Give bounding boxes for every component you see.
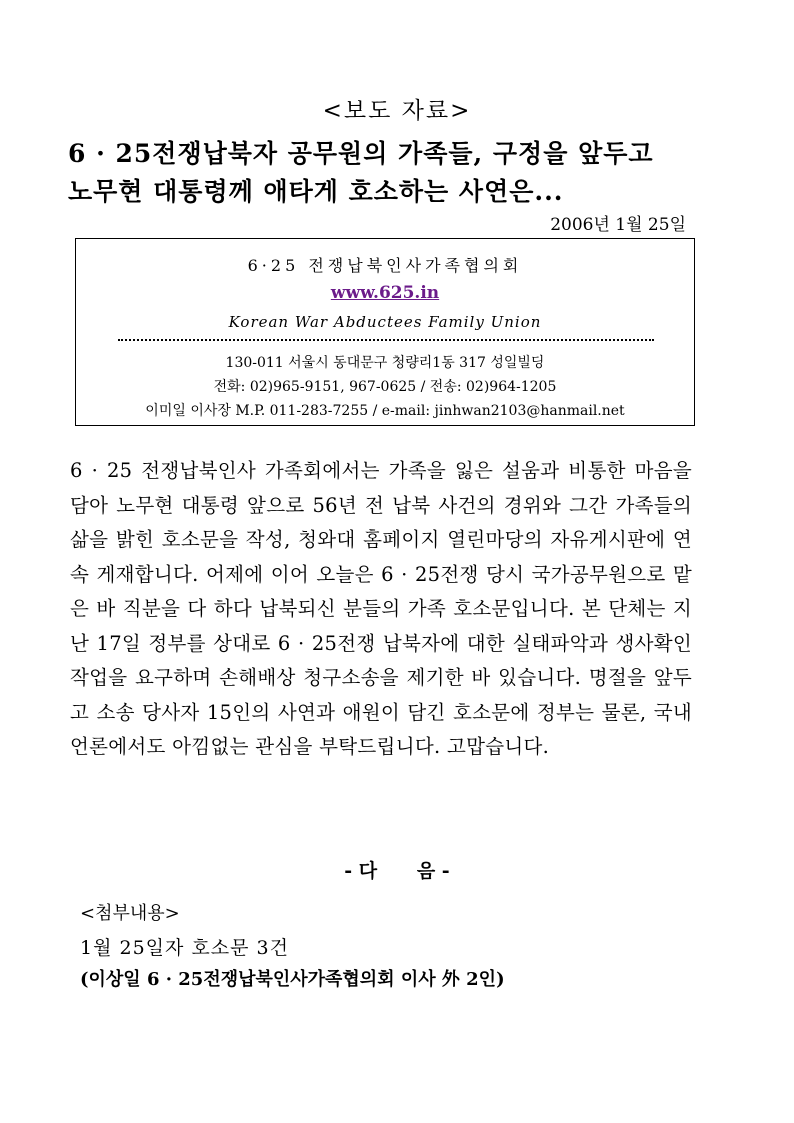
headline-line-1: 6 · 25전쟁납북자 공무원의 가족들, 구정을 앞두고	[68, 139, 654, 168]
organization-english-name: Korean War Abductees Family Union	[228, 313, 542, 331]
body-paragraph: 6 · 25 전쟁납북인사 가족회에서는 가족을 잃은 설움과 비통한 마음을 담아 노무현 대통령 앞으로 56년 전 납북 사건의 경위와 그간 가족들의 삶을 밝힌 호소문을 작성, 청와대 홈페이지 열린마당의 자유게시판에 연속 게재합니다. 어제에 이어 오늘은 6 · 25전쟁 당시 국가공무원으로 맡은 바 직분을 다 하다 납북되신 분들의 가족 호소문입니다. 본 단체는 지난 17일 정부를 상대로 6 · 25전쟁 납북자에 대한 실태파악과 생사확인 작업을 요구하며 손해배상 청구소송을 제기한 바 있습니다. 명절을 앞두고 소송 당사자 15인의 사연과 애원이 담긴 호소문에 정부는 물론, 국내 언론에서도 아낌없는 관심을 부탁드립니다. 고맙습니다.	[70, 459, 692, 758]
headline-line-2: 노무현 대통령께 애타게 호소하는 사연은...	[68, 177, 564, 206]
organization-info-box	[75, 238, 695, 426]
document-type-title: <보도 자료>	[322, 98, 472, 124]
organization-website-link[interactable]: www.625.in	[330, 283, 440, 303]
attachment-note: (이상일 6 · 25전쟁납북인사가족협의회 이사 外 2인)	[80, 969, 505, 990]
organization-address: 130-011 서울시 동대문구 청량리1동 317 성일빌딩	[225, 355, 545, 371]
section-separator: - 다 음 -	[344, 860, 450, 882]
attachment-item: 1월 25일자 호소문 3건	[80, 937, 289, 959]
dotted-divider	[118, 339, 654, 341]
organization-contact: 이미일 이사장 M.P. 011-283-7255 / e-mail: jinhwan2103@hanmail.net	[145, 403, 625, 419]
attachment-heading: <첨부내용>	[80, 903, 180, 924]
release-date: 2006년 1월 25일	[550, 215, 686, 235]
organization-name: 6·25 전쟁납북인사가족협의회	[247, 256, 523, 275]
organization-phone-fax: 전화: 02)965-9151, 967-0625 / 전송: 02)964-1205	[213, 379, 557, 395]
